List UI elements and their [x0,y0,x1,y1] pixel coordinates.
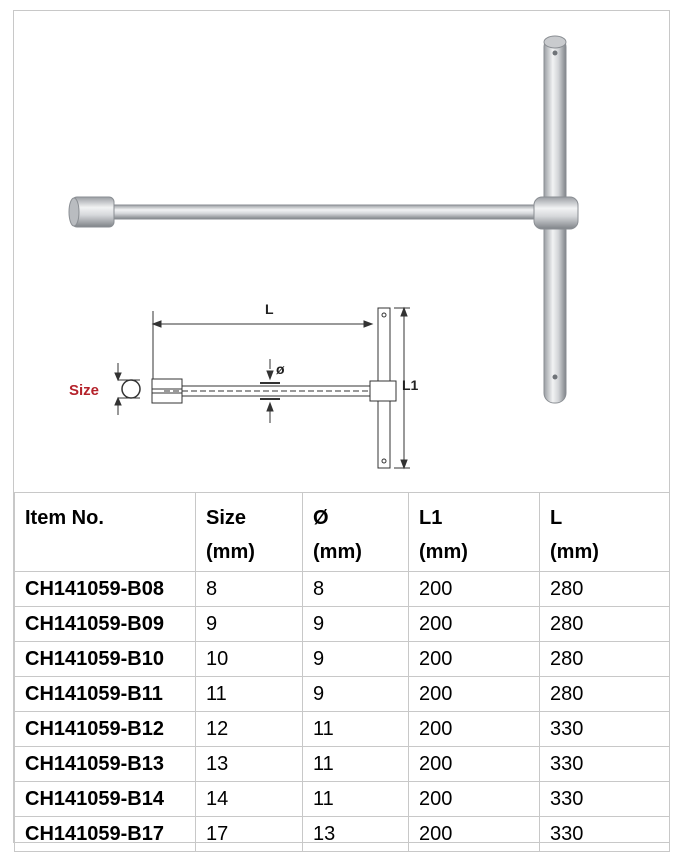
cell-size: 14 [196,782,303,817]
t-wrench-photo [69,36,578,403]
spec-table [14,492,670,852]
t-handle-top-end [544,36,566,48]
cell-diameter: 11 [303,712,409,747]
cell-item-no: CH141059-B11 [15,677,196,712]
cell-diameter: 9 [303,642,409,677]
cell-l1: 200 [409,677,540,712]
t-socket-opening [69,198,79,226]
cell-size: 10 [196,642,303,677]
cell-item-no: CH141059-B14 [15,782,196,817]
cell-size: 12 [196,712,303,747]
cell-l: 330 [540,782,670,817]
product-figure [14,11,669,493]
cell-size: 13 [196,747,303,782]
cell-diameter: 9 [303,677,409,712]
cell-diameter: 11 [303,782,409,817]
table-row [15,817,670,852]
dimension-label-L: L [265,301,274,317]
table-row [15,782,670,817]
cell-l1: 200 [409,642,540,677]
t-handle-top-hole [553,51,558,56]
dimension-label-L1: L1 [402,377,419,393]
t-handle-bottom-hole [553,375,558,380]
cell-l1: 200 [409,747,540,782]
t-cross-block [534,197,578,229]
cell-item-no: CH141059-B13 [15,747,196,782]
table-row [15,677,670,712]
cell-l: 280 [540,677,670,712]
cell-l: 280 [540,642,670,677]
cell-item-no: CH141059-B09 [15,607,196,642]
t-shaft [106,205,546,219]
table-row [15,747,670,782]
product-frame [13,10,670,843]
cell-size: 11 [196,677,303,712]
header-item-no: Item No. [15,493,196,572]
cell-l1: 200 [409,712,540,747]
table-header-row [15,493,670,572]
cell-size: 17 [196,817,303,852]
cell-size: 8 [196,572,303,607]
table-row [15,712,670,747]
cell-l: 280 [540,572,670,607]
cell-l: 280 [540,607,670,642]
cell-l1: 200 [409,817,540,852]
cell-l1: 200 [409,572,540,607]
table-row [15,642,670,677]
cell-size: 9 [196,607,303,642]
cell-diameter: 9 [303,607,409,642]
cell-l1: 200 [409,782,540,817]
cell-item-no: CH141059-B17 [15,817,196,852]
cell-item-no: CH141059-B12 [15,712,196,747]
header-l: L (mm) [540,493,670,572]
header-size: Size (mm) [196,493,303,572]
cell-l: 330 [540,712,670,747]
header-diameter: Ø (mm) [303,493,409,572]
cell-l1: 200 [409,607,540,642]
dimension-label-diameter: ø [276,361,285,377]
t-wrench-illustration [14,11,669,492]
cell-item-no: CH141059-B08 [15,572,196,607]
dimension-label-size: Size [69,382,100,399]
cell-item-no: CH141059-B10 [15,642,196,677]
cell-l: 330 [540,747,670,782]
table-row [15,572,670,607]
technical-drawing [115,308,410,468]
cell-diameter: 8 [303,572,409,607]
table-row [15,607,670,642]
cell-diameter: 11 [303,747,409,782]
header-l1: L1 (mm) [409,493,540,572]
cell-l: 330 [540,817,670,852]
cell-diameter: 13 [303,817,409,852]
